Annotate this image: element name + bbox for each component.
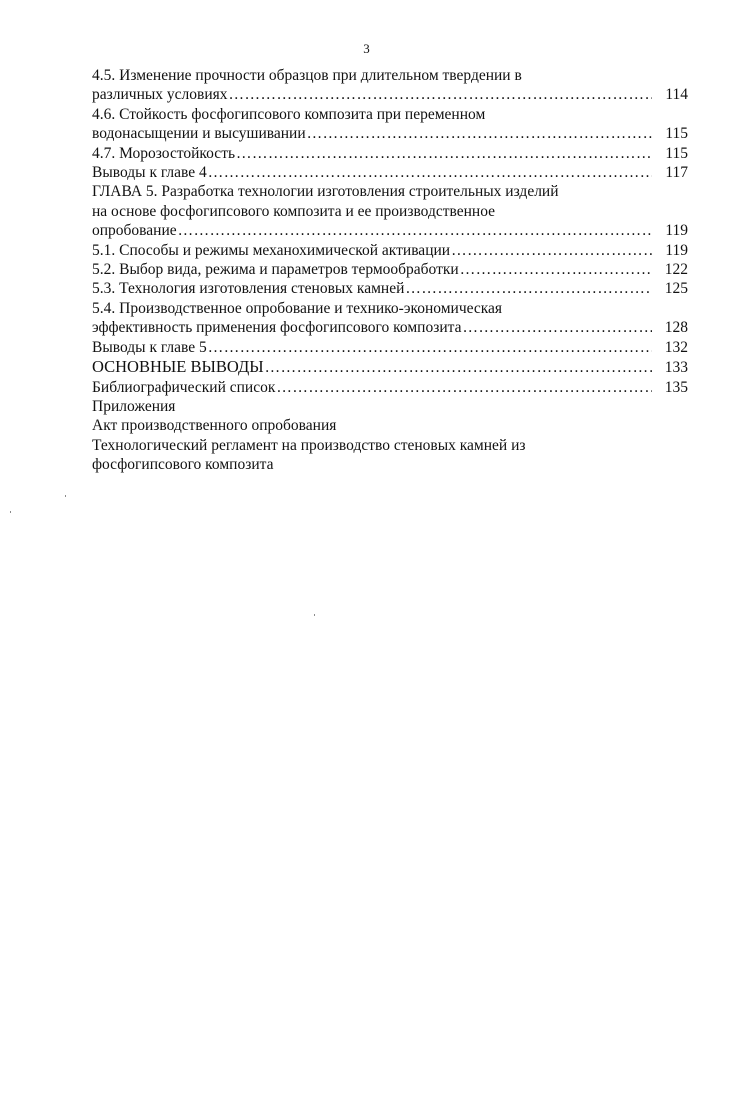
- appendix-line: Приложения: [92, 397, 176, 415]
- appendix-line: Акт производственного опробования: [92, 417, 337, 435]
- toc-entry-last-line: [92, 357, 688, 377]
- toc-entry-last-line: [92, 124, 688, 143]
- toc-entry-last-line: [92, 144, 688, 163]
- scan-speck: [10, 511, 11, 513]
- toc-page-number: 132: [664, 338, 688, 356]
- toc-entry-title: водонасыщении и высушивании: [92, 125, 306, 143]
- toc-entry-last-line: [92, 318, 688, 337]
- toc-entry-line: на основе фосфогипсового композита и ее производственное: [92, 202, 496, 220]
- dot-leader: [451, 241, 652, 260]
- appendix-line: фосфогипсового композита: [92, 456, 274, 474]
- toc-page-number: 119: [665, 241, 688, 259]
- toc-entry-title: Выводы к главе 5: [92, 338, 207, 356]
- toc-entry-title: различных условиях: [92, 86, 228, 104]
- toc-entry-last-line: [92, 378, 688, 397]
- dot-leader: [229, 85, 652, 104]
- toc-entry: [92, 163, 688, 182]
- toc-entry-last-line: [92, 260, 688, 279]
- toc-entry-last-line: [92, 163, 688, 182]
- dot-leader: [208, 338, 652, 357]
- toc-entry-title: 5.1. Способы и режимы механохимической активации: [92, 241, 451, 259]
- toc-page-number: 115: [665, 144, 688, 162]
- toc-entry: [92, 241, 688, 260]
- toc-entry: [92, 66, 688, 105]
- toc-page-number: 119: [665, 222, 688, 240]
- dot-leader: [460, 260, 652, 279]
- toc-entry-title: 5.3. Технология изготовления стеновых камней: [92, 280, 405, 298]
- toc-entry-title: Библиографический список: [92, 378, 276, 396]
- toc-entry-last-line: [92, 338, 688, 357]
- toc-entry: [92, 378, 688, 397]
- dot-leader: [265, 358, 652, 377]
- page-number: 3: [363, 41, 370, 56]
- toc-entry-last-line: [92, 85, 688, 104]
- dot-leader: [462, 318, 652, 337]
- toc-entry-last-line: [92, 279, 688, 298]
- dot-leader: [276, 378, 652, 397]
- toc-page-number: 125: [664, 280, 688, 298]
- toc-entry: [92, 182, 688, 240]
- table-of-contents: [92, 66, 688, 475]
- toc-entry-title: Выводы к главе 4: [92, 164, 207, 182]
- toc-entry-line: 4.6. Стойкость фосфогипсового композита при переменном: [92, 105, 486, 123]
- toc-page-number: 133: [664, 359, 688, 377]
- toc-entry-line: 4.5. Изменение прочности образцов при длительном твердении в: [92, 67, 522, 84]
- toc-entry: [92, 144, 688, 163]
- toc-page-number: 128: [664, 319, 688, 337]
- toc-entry-line: 5.4. Производственное опробование и технико-экономическая: [92, 299, 503, 317]
- dot-leader: [178, 221, 652, 240]
- toc-page-number: 117: [665, 164, 688, 182]
- toc-entry-line: ГЛАВА 5. Разработка технологии изготовления строительных изделий: [92, 183, 559, 201]
- toc-entry-last-line: [92, 241, 688, 260]
- scan-speck: [314, 614, 315, 616]
- toc-entry-last-line: [92, 221, 688, 240]
- dot-leader: [405, 279, 652, 298]
- toc-page-number: 114: [665, 86, 688, 104]
- toc-entry: [92, 338, 688, 357]
- toc-entry: [92, 260, 688, 279]
- toc-entry: [92, 279, 688, 298]
- dot-leader: [208, 163, 652, 182]
- toc-entry: [92, 357, 688, 377]
- toc-entry-title: эффективность применения фосфогипсового композита: [92, 319, 462, 337]
- toc-entry-title: 5.2. Выбор вида, режима и параметров термообработки: [92, 261, 459, 279]
- appendix-line: Технологический регламент на производство стеновых камней из: [92, 436, 526, 454]
- dot-leader: [307, 124, 652, 143]
- toc-entry: [92, 105, 688, 144]
- scan-speck: [65, 495, 66, 497]
- toc-entry-title: опробование: [92, 222, 177, 240]
- toc-page-number: 115: [665, 125, 688, 143]
- toc-entry-title: 4.7. Морозостойкость: [92, 144, 236, 162]
- toc-page-number: 122: [664, 261, 688, 279]
- toc-entry-title: ОСНОВНЫЕ ВЫВОДЫ: [92, 357, 264, 377]
- dot-leader: [236, 144, 652, 163]
- toc-entry: [92, 299, 688, 338]
- toc-page-number: 135: [664, 378, 688, 396]
